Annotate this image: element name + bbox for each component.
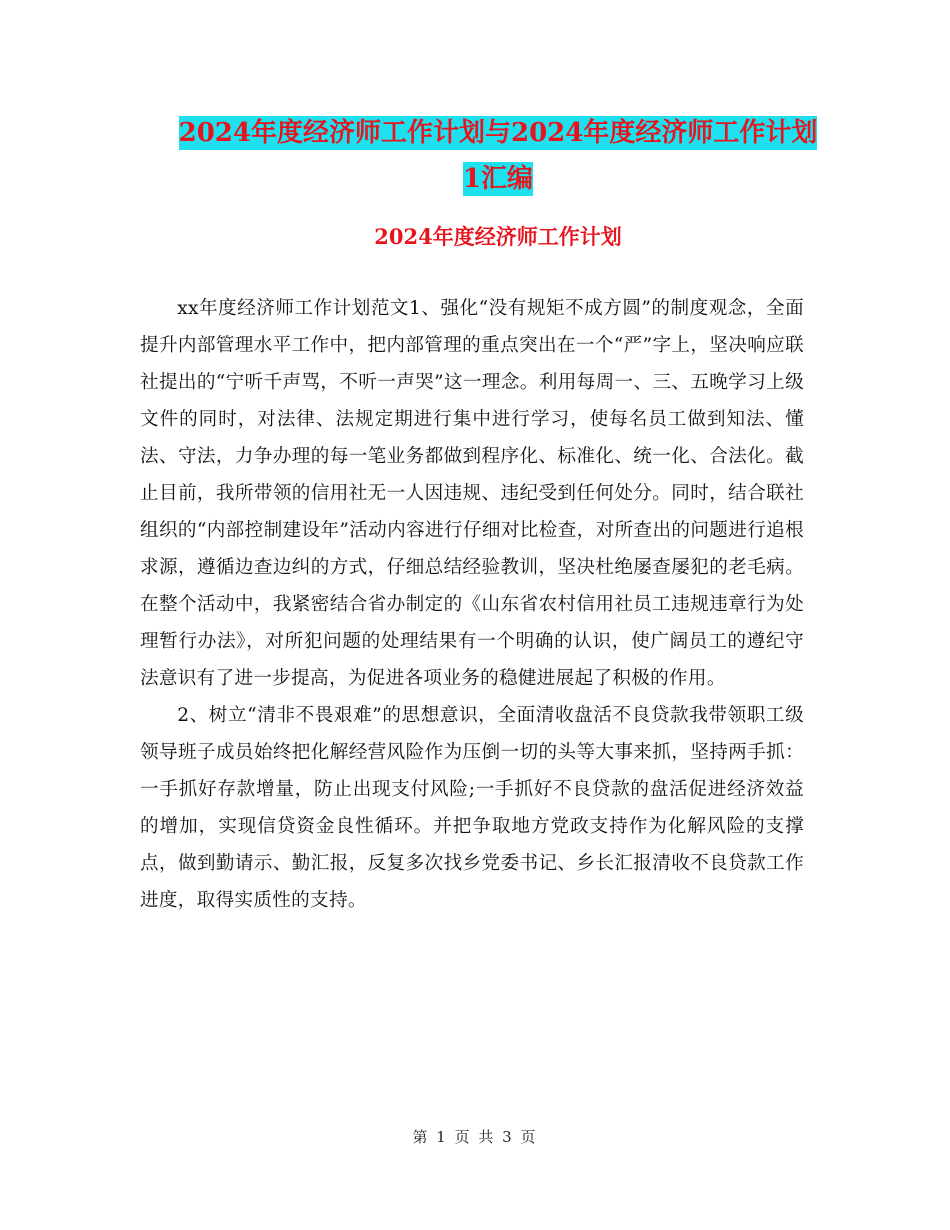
section-title: 2024年度经济师工作计划 xyxy=(374,224,622,249)
paragraph-2: 2、树立“清非不畏艰难”的思想意识，全面清收盘活不良贷款我带领职工级领导班子成员始终把化解经营风险作为压倒一切的头等大事来抓，坚持两手抓：一手抓好存款增量，防止出现支付风险;一手抓好不良贷款的盘活促进经济效益的增加，实现信贷资金良性循环。并把争取地方党政支持作为化解风险的支撑点，做到勤请示、勤汇报，反复多次找乡党委书记、乡长汇报清收不良贷款工作进度，取得实质性的支持。 xyxy=(140,705,804,911)
document-title-line-2: 1汇编 xyxy=(462,164,534,194)
document-title xyxy=(140,110,856,202)
page-footer: 第 1 页 共 3 页 xyxy=(412,1128,538,1146)
document-title-line-1: 2024年度经济师工作计划与2024年度经济师工作计划 xyxy=(178,118,818,148)
paragraph-1: xx年度经济师工作计划范文1、强化“没有规矩不成方圆”的制度观念，全面提升内部管理水平工作中，把内部管理的重点突出在一个“严”字上，坚决响应联社提出的“宁听千声骂，不听一声哭”这一理念。利用每周一、三、五晚学习上级文件的同时，对法律、法规定期进行集中进行学习，使每名员工做到知法、懂法、守法，力争办理的每一笔业务都做到程序化、标准化、统一化、合法化。截止目前，我所带领的信用社无一人因违规、违纪受到任何处分。同时，结合联社组织的“内部控制建设年”活动内容进行仔细对比检查，对所查出的问题进行追根求源，遵循边查边纠的方式，仔细总结经验教训，坚决杜绝屡查屡犯的老毛病。在整个活动中，我紧密结合省办制定的《山东省农村信用社员工违规违章行为处理暂行办法》，对所犯问题的处理结果有一个明确的认识，使广阔员工的遵纪守法意识有了进一步提高，为促进各项业务的稳健进展起了积极的作用。 xyxy=(140,298,804,689)
document-body xyxy=(140,290,804,919)
